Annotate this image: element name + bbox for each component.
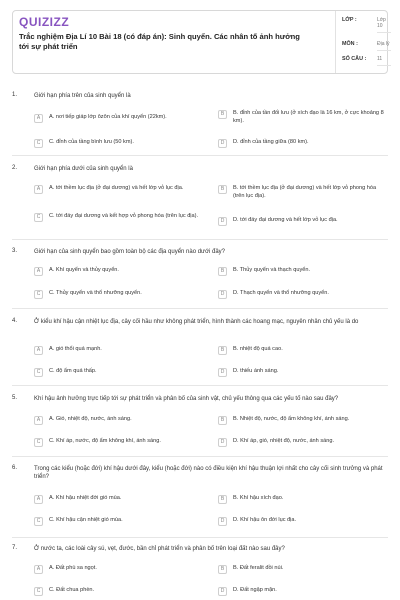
option-letter-box: C xyxy=(34,139,43,148)
question-number: 7. xyxy=(12,545,18,551)
option-letter-box: A xyxy=(34,346,43,355)
option-text: C. Khí hậu cận nhiệt gió mùa. xyxy=(49,517,123,523)
option-text: A. Khí quyển và thủy quyển. xyxy=(49,267,119,273)
option-text: A. nơi tiếp giáp lớp ôzôn của khí quyển (22km). xyxy=(49,114,167,120)
option-text: C. Thủy quyển và thổ nhưỡng quyển. xyxy=(49,290,142,296)
option-letter-box: A xyxy=(34,495,43,504)
header-divider xyxy=(335,11,336,73)
option-text: B. đỉnh của tần đối lưu (ở xích đạo là 16 km, ở cực khoảng 8 km). xyxy=(233,110,384,124)
option-text: C. Khí áp, nước, độ ẩm không khí, ánh sáng. xyxy=(49,438,161,444)
question-divider xyxy=(12,155,388,156)
option-text: B. tới thềm lục địa (ở đại dương) và hết lớp vỏ phong hóa (trên lục địa). xyxy=(233,185,377,199)
subject-value: Địa lý xyxy=(377,41,390,47)
option-letter-box: D xyxy=(218,139,227,148)
option-letter-box: D xyxy=(218,290,227,299)
class-underline xyxy=(377,32,391,33)
question-1 xyxy=(12,92,388,154)
question-text: Giới hạn của sinh quyển bao gồm toàn bộ các địa quyển nào dưới đây? xyxy=(34,249,226,255)
question-divider xyxy=(12,308,388,309)
option-text: A. tới thềm lục địa (ở đại dương) và hết lớp vỏ lục địa. xyxy=(49,185,184,191)
option-letter-box: C xyxy=(34,290,43,299)
option-letter-box: C xyxy=(34,213,43,222)
question-divider xyxy=(12,385,388,386)
option-letter-box: A xyxy=(34,565,43,574)
count-label: SỐ CÂU : xyxy=(342,56,367,62)
option-letter-box: A xyxy=(34,185,43,194)
option-text: B. Khí hậu xích đạo. xyxy=(233,495,284,501)
question-number: 1. xyxy=(12,92,18,98)
question-6 xyxy=(12,465,388,531)
question-text: Khí hậu ảnh hưởng trực tiếp tới sự phát triển và phân bố của sinh vật, chủ yếu thông qua các yếu tố nào sau đây? xyxy=(34,396,339,402)
question-text: Giới hạn phía trên của sinh quyển là xyxy=(34,93,131,99)
option-letter-box: B xyxy=(218,267,227,276)
option-letter-box: D xyxy=(218,368,227,377)
question-5 xyxy=(12,395,388,451)
question-text: Giới hạn phía dưới của sinh quyển là xyxy=(34,166,133,172)
option-text: A. Đất phù sa ngọt. xyxy=(49,565,97,571)
question-7 xyxy=(12,545,388,597)
option-letter-box: A xyxy=(34,416,43,425)
question-number: 2. xyxy=(12,165,18,171)
subject-label: MÔN : xyxy=(342,41,358,47)
option-text: D. Thạch quyển và thổ nhưỡng quyển. xyxy=(233,290,329,296)
option-text: D. Khí hậu ôn đới lục địa. xyxy=(233,517,297,523)
question-text: Ở kiểu khí hậu cận nhiệt lục địa, cây cối hầu như không phát triển, hình thành các hoang mạc, nguyên nhân chủ yếu là do xyxy=(34,319,359,325)
option-text: C. tới đáy đại dương và kết hợp vỏ phong hóa (trên lục địa). xyxy=(49,213,199,219)
worksheet-header xyxy=(12,10,388,74)
question-number: 6. xyxy=(12,465,18,471)
question-2 xyxy=(12,165,388,237)
count-underline xyxy=(377,65,391,66)
option-letter-box: B xyxy=(218,565,227,574)
option-text: C. Đất chua phèn. xyxy=(49,587,95,593)
question-divider xyxy=(12,456,388,457)
option-text: C. độ ẩm quá thấp. xyxy=(49,368,97,374)
option-text: D. tới đáy đại dương và hết lớp vỏ lục địa. xyxy=(233,217,338,223)
option-text: B. Nhiệt độ, nước, độ ẩm không khí, ánh sáng. xyxy=(233,416,350,422)
option-letter-box: C xyxy=(34,368,43,377)
option-letter-box: D xyxy=(218,517,227,526)
question-number: 3. xyxy=(12,248,18,254)
class-value: Lớp 10 xyxy=(377,17,386,29)
option-text: D. Khí áp, gió, nhiệt độ, nước, ánh sáng. xyxy=(233,438,335,444)
question-divider xyxy=(12,537,388,538)
subject-underline xyxy=(377,50,391,51)
question-text: Ở nước ta, các loài cây sú, vẹt, đước, bần chỉ phát triển và phân bố trên loại đất nào sau đây? xyxy=(34,546,285,552)
option-text: A. Gió, nhiệt độ, nước, ánh sáng. xyxy=(49,416,132,422)
option-text: A. Khí hậu nhiệt đới gió mùa. xyxy=(49,495,122,501)
option-text: D. đỉnh của tầng giữa (80 km). xyxy=(233,139,309,145)
quizizz-logo: QUIZIZZ xyxy=(19,15,70,29)
option-text: B. Thủy quyển và thạch quyển. xyxy=(233,267,311,273)
option-letter-box: A xyxy=(34,114,43,123)
option-letter-box: B xyxy=(218,185,227,194)
option-text: D. Đất ngập mặn. xyxy=(233,587,277,593)
option-letter-box: D xyxy=(218,217,227,226)
worksheet-title: Trắc nghiệm Địa Lí 10 Bài 18 (có đáp án): Sinh quyển. Các nhân tố ảnh hưởng tới sự phát triển xyxy=(19,32,300,51)
option-text: D. thiếu ánh sáng. xyxy=(233,368,279,374)
class-label: LỚP : xyxy=(342,17,357,23)
question-3 xyxy=(12,248,388,304)
option-letter-box: C xyxy=(34,517,43,526)
option-letter-box: B xyxy=(218,416,227,425)
question-number: 4. xyxy=(12,318,18,324)
question-text: Trong các kiểu (hoặc đới) khí hậu dưới đây, kiểu (hoặc đới) nào có điều kiện khí hậu thuận lợi nhất cho cây cối sinh trưởng và phát triển? xyxy=(34,466,383,480)
option-text: B. Đất feralit đồi núi. xyxy=(233,565,284,571)
question-4 xyxy=(12,318,388,384)
option-letter-box: B xyxy=(218,495,227,504)
option-text: C. đỉnh của tầng bình lưu (50 km). xyxy=(49,139,134,145)
option-letter-box: C xyxy=(34,438,43,447)
option-letter-box: B xyxy=(218,110,227,119)
option-letter-box: D xyxy=(218,438,227,447)
question-number: 5. xyxy=(12,395,18,401)
option-letter-box: B xyxy=(218,346,227,355)
option-letter-box: D xyxy=(218,587,227,596)
question-divider xyxy=(12,239,388,240)
option-letter-box: A xyxy=(34,267,43,276)
option-text: B. nhiệt độ quá cao. xyxy=(233,346,283,352)
option-letter-box: C xyxy=(34,587,43,596)
count-value: 11 xyxy=(377,56,383,62)
option-text: A. gió thổi quá mạnh. xyxy=(49,346,102,352)
